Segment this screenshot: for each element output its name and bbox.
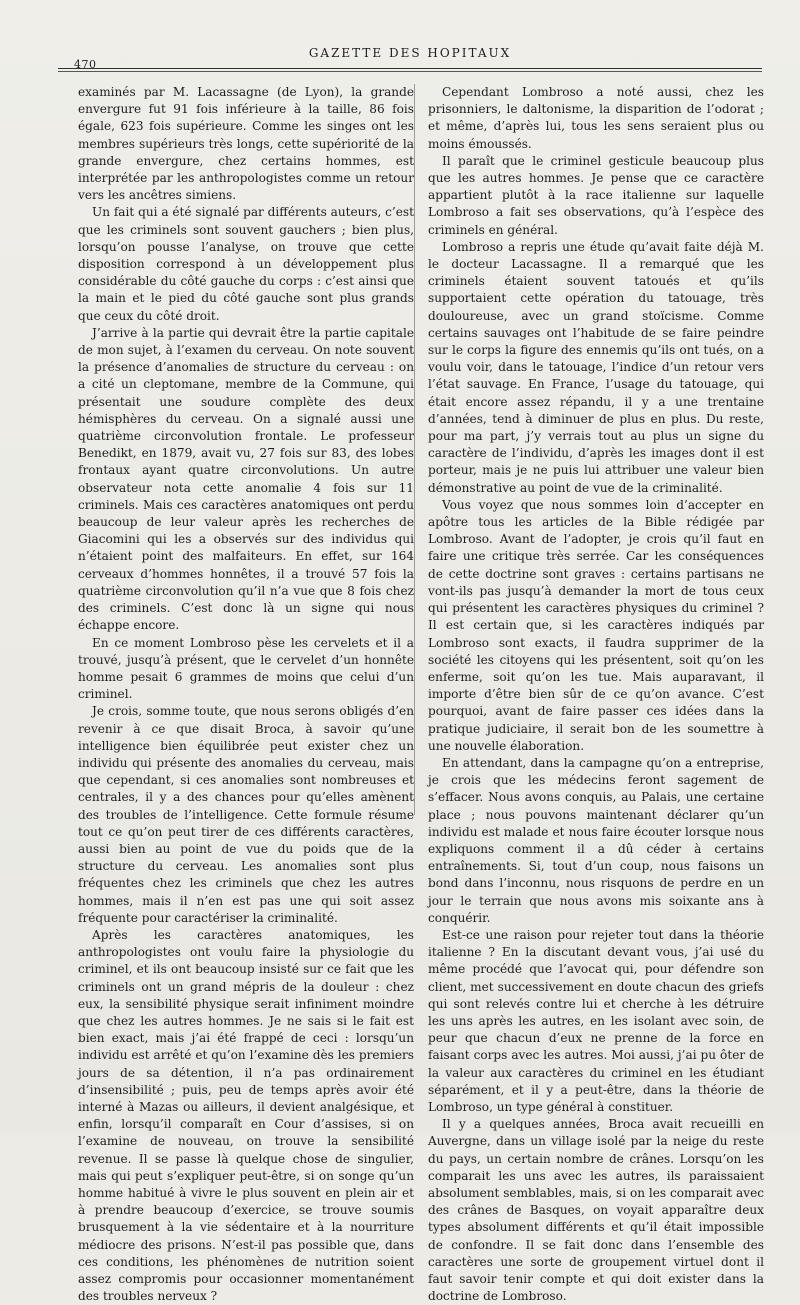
paragraph: examinés par M. Lacassagne (de Lyon), la grande envergure fut 91 fois inférieure à la taille, 86 fois égale, 623 fois supérieure. Comme les singes ont les membres supérieurs très longs, cette supériorité de la grande envergure, chez certains hommes, est interprétée par les anthropologistes comme un retour vers les ancêtres simiens. (78, 85, 414, 203)
right-column (428, 84, 764, 1304)
article-body (78, 84, 764, 1304)
paragraph: Lombroso a repris une étude qu’avait faite déjà M. le docteur Lacassagne. Il a remarqué que les criminels étaient souvent tatoués et qu’ils supportaient cette opération du tatouage, très douloureuse, avec un grand stoïcisme. Comme certains sauvages ont l’habitude de se faire peindre sur le corps la figure des ennemis qu’ils ont tués, on a voulu voir, dans le tatouage, l’indice d’un retour vers l’état sauvage. En France, l’usage du tatouage, qui était encore assez répandu, il y a une trentaine d’années, tend à diminuer de plus en plus. Du reste, pour ma part, j’y verrais tout au plus un signe du caractère de l’individu, d’après les images dont il est porteur, mais je ne puis lui attribuer une valeur bien démonstrative au point de vue de la criminalité. (428, 239, 764, 495)
page-header (58, 40, 762, 71)
paragraph: Après les caractères anatomiques, les anthropologistes ont voulu faire la physiologie du criminel, et ils ont beaucoup insisté sur ce fait que les criminels ont un grand mépris de la douleur : chez eux, la sensibilité physique serait infiniment moindre que chez les autres hommes. Je ne sais si le fait est bien exact, mais j’ai été frappé de ceci : lorsqu’un individu est arrêté et qu’on l’examine dès les premiers jours de sa détention, il n’a pas ordinairement d’insensibilité ; puis, peu de temps après avoir été interné à Mazas ou ailleurs, il devient analgésique, et enfin, lorsqu’il comparaît en Cour d’assises, si on l’examine de nouveau, on trouve la sensibilité revenue. Il se passe là quelque chose de singulier, mais qui peut s’expliquer peut-être, si on songe qu’un homme habitué à vivre le plus souvent en plein air et à prendre beaucoup d’exercice, se trouve soumis brusquement à la vie sédentaire et à la nourriture médiocre des prisons. N’est-il pas possible que, dans ces conditions, les phénomènes de nutrition soient assez compromis pour occasionner momentanément des troubles nerveux ? (78, 927, 414, 1304)
paragraph: Il paraît que le criminel gesticule beaucoup plus que les autres hommes. Je pense que ce caractère appartient plutôt à la race italienne sur laquelle Lombroso a fait ses observations, qu’à l’espèce des criminels en général. (428, 153, 764, 237)
header-rule (58, 68, 762, 72)
paragraph: En attendant, dans la campagne qu’on a entreprise, je crois que les médecins feront sagement de s’effacer. Nous avons conquis, au Palais, une certaine place ; nous pouvons maintenant déclarer qu’un individu est malade et nous faire écouter lorsque nous expliquons comment il a dû céder à certains entraînements. Si, tout d’un coup, nous faisons un bond dans l’inconnu, nous risquons de perdre en un jour le terrain que nous avons mis soixante ans à conquérir. (428, 755, 764, 925)
paragraph: Cependant Lombroso a noté aussi, chez les prisonniers, le daltonisme, la disparition de l’odorat ; et même, d’après lui, tous les sens seraient plus ou moins émoussés. (428, 85, 764, 151)
paragraph: Un fait qui a été signalé par différents auteurs, c’est que les criminels sont souvent gauchers ; bien plus, lorsqu’on pousse l’analyse, on trouve que cette disposition correspond à un développement plus considérable du côté gauche du corps : c’est ainsi que la main et le pied du côté gauche sont plus grands que ceux du côté droit. (78, 205, 414, 323)
paragraph: Il y a quelques années, Broca avait recueilli en Auvergne, dans un village isolé par la neige du reste du pays, un certain nombre de crânes. Lorsqu’on les comparait les uns avec les autres, ils paraissaient absolument semblables, mais, si on les comparait avec des crânes de Basques, on voyait apparaître deux types absolument différents et qu’il était impossible de confondre. Il se fait donc dans l’ensemble des caractères une sorte de groupement virtuel dont il faut savoir tenir compte et qui doit exister dans la doctrine de Lombroso. (428, 1117, 764, 1304)
paragraph: J’arrive à la partie qui devrait être la partie capitale de mon sujet, à l’examen du cerveau. On note souvent la présence d’anomalies de structure du cerveau : on a cité un cleptomane, membre de la Commune, qui présentait une soudure complète des deux hémisphères du cerveau. On a signalé aussi une quatrième circonvolution frontale. Le professeur Benedikt, en 1879, avait vu, 27 fois sur 83, des lobes frontaux ayant quatre circonvolutions. Un autre observateur nota cette anomalie 4 fois sur 11 criminels. Mais ces caractères anatomiques ont perdu beaucoup de leur valeur après les recherches de Giacomini qui les a observés sur des individus qui n’étaient point des malfaiteurs. En effet, sur 164 cerveaux d’hommes honnêtes, il a trouvé 57 fois la quatrième circonvolution qu’il n’a vue que 8 fois chez des criminels. C’est donc là un signe qui nous échappe encore. (78, 325, 414, 633)
paragraph: Est-ce une raison pour rejeter tout dans la théorie italienne ? En la discutant devant vous, j’ai usé du même procédé que l’avocat qui, pour défendre son client, met successivement en doute chacun des griefs qui sont relevés contre lui et cherche à les détruire les uns après les autres, en les isolant avec soin, de peur que chacun d’eux ne prenne de la force en faisant corps avec les autres. Moi aussi, j’ai pu ôter de la valeur aux caractères du criminel en les étudiant séparément, et il y a peut-être, dans la théorie de Lombroso, un type général à constituer. (428, 927, 764, 1114)
paragraph: Je crois, somme toute, que nous serons obligés d’en revenir à ce que disait Broca, à savoir qu’une intelligence bien équilibrée peut exister chez un individu qui présente des anomalies du cerveau, mais que cependant, si ces anomalies sont nombreuses et centrales, il y a des chances pour qu’elles amènent des troubles de l’intelligence. Cette formule résume tout ce qu’on peut tirer de ces différents caractères, aussi bien au point de vue du poids que de la structure du cerveau. Les anomalies sont plus fréquentes chez les criminels que chez les autres hommes, mais il n’en est pas une qui soit assez fréquente pour caractériser la criminalité. (78, 704, 414, 925)
paragraph: En ce moment Lombroso pèse les cervelets et il a trouvé, jusqu’à présent, que le cervelet d’un honnête homme pesait 6 grammes de moins que celui d’un criminel. (78, 635, 414, 702)
page-number: 470 (74, 58, 97, 71)
journal-title: GAZETTE DES HOPITAUX (308, 46, 512, 60)
left-column (78, 84, 414, 1304)
paragraph: Vous voyez que nous sommes loin d’accepter en apôtre tous les articles de la Bible rédigée par Lombroso. Avant de l’adopter, je crois qu’il faut en faire une critique très serrée. Car les conséquences de cette doctrine sont graves : certains partisans ne vont-ils pas jusqu’à demander la mort de tous ceux qui présentent les caractères physiques du criminel ? Il est certain que, si les caractères indiqués par Lombroso sont exacts, il faudra supprimer de la société les citoyens qui les présentent, soit qu’on les enferme, soit qu’on les tue. Mais auparavant, il importe d’être bien sûr de ce qu’on avance. C’est pourquoi, avant de faire passer ces idées dans la pratique judiciaire, il serait bon de les soumettre à une nouvelle élaboration. (428, 497, 764, 753)
